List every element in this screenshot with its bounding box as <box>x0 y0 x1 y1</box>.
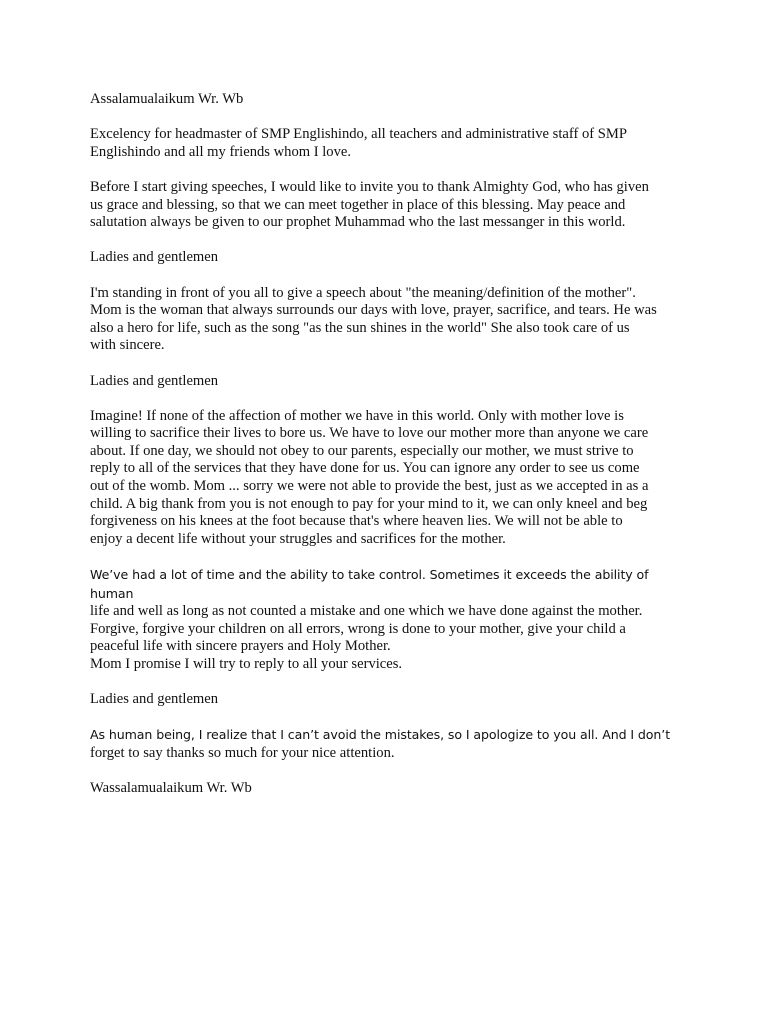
address-line: Ladies and gentlemen <box>90 249 219 266</box>
opening-paragraph: Before I start giving speeches, I would like to invite you to thank Almighty God, who has given us grace and blessing, so that we can meet together in place of this blessing. May peace and salutation always be given to our prophet Muhammad who the last messanger in this world. <box>90 178 649 231</box>
closing-rest: forget to say thanks so much for your nice attention. <box>90 744 395 761</box>
speech-text <box>90 91 680 815</box>
reflection-paragraph <box>90 566 680 674</box>
intro-paragraph: I'm standing in front of you all to give a speech about "the meaning/definition of the mother". Mom is the woman that always surrounds our days with love, prayer, sacrifice, and tears. He was also a hero for life, such as the song "as the sun shines in the world" She also took care of us with sincere. <box>90 284 657 354</box>
farewell: Wassalamualaikum Wr. Wb <box>90 780 252 797</box>
closing-lead-line: As human being, I realize that I can’t avoid the mistakes, so I apologize to you all. And I don’t <box>90 727 671 743</box>
closing-paragraph <box>90 726 680 762</box>
address-line: Ladies and gentlemen <box>90 372 219 389</box>
salutation-paragraph: Excelency for headmaster of SMP Englishindo, all teachers and administrative staff of SMP Englishindo and all my friends whom I love. <box>90 126 628 160</box>
body-paragraph: Imagine! If none of the affection of mother we have in this world. Only with mother love is willing to sacrifice their lives to bore us. We have to love our mother more than anyone we care about. If one day, we should not obey to our parents, especially our mother, we must strive to reply to all of the services that they have done for us. You can ignore any order to see us come out of the womb. Mom ... sorry we were not able to provide the best, just as we accepted in as a child. A big thank from you is not enough to pay for your mind to it, we can only kneel and beg forgiveness on his knees at the foot because that's where heaven lies. We will not be able to enjoy a decent life without your struggles and sacrifices for the mother. <box>90 407 649 547</box>
reflection-lead-line: We’ve had a lot of time and the ability to take control. Sometimes it exceeds the ability of human <box>90 567 649 601</box>
address-line: Ladies and gentlemen <box>90 691 219 708</box>
reflection-rest: life and well as long as not counted a mistake and one which we have done against the mother. Forgive, forgive your children on all errors, wrong is done to your mother, give your child a peaceful life with sincere prayers and Holy Mother. Mom I promise I will try to reply to all your services. <box>90 603 643 672</box>
greeting: Assalamualaikum Wr. Wb <box>90 91 244 107</box>
